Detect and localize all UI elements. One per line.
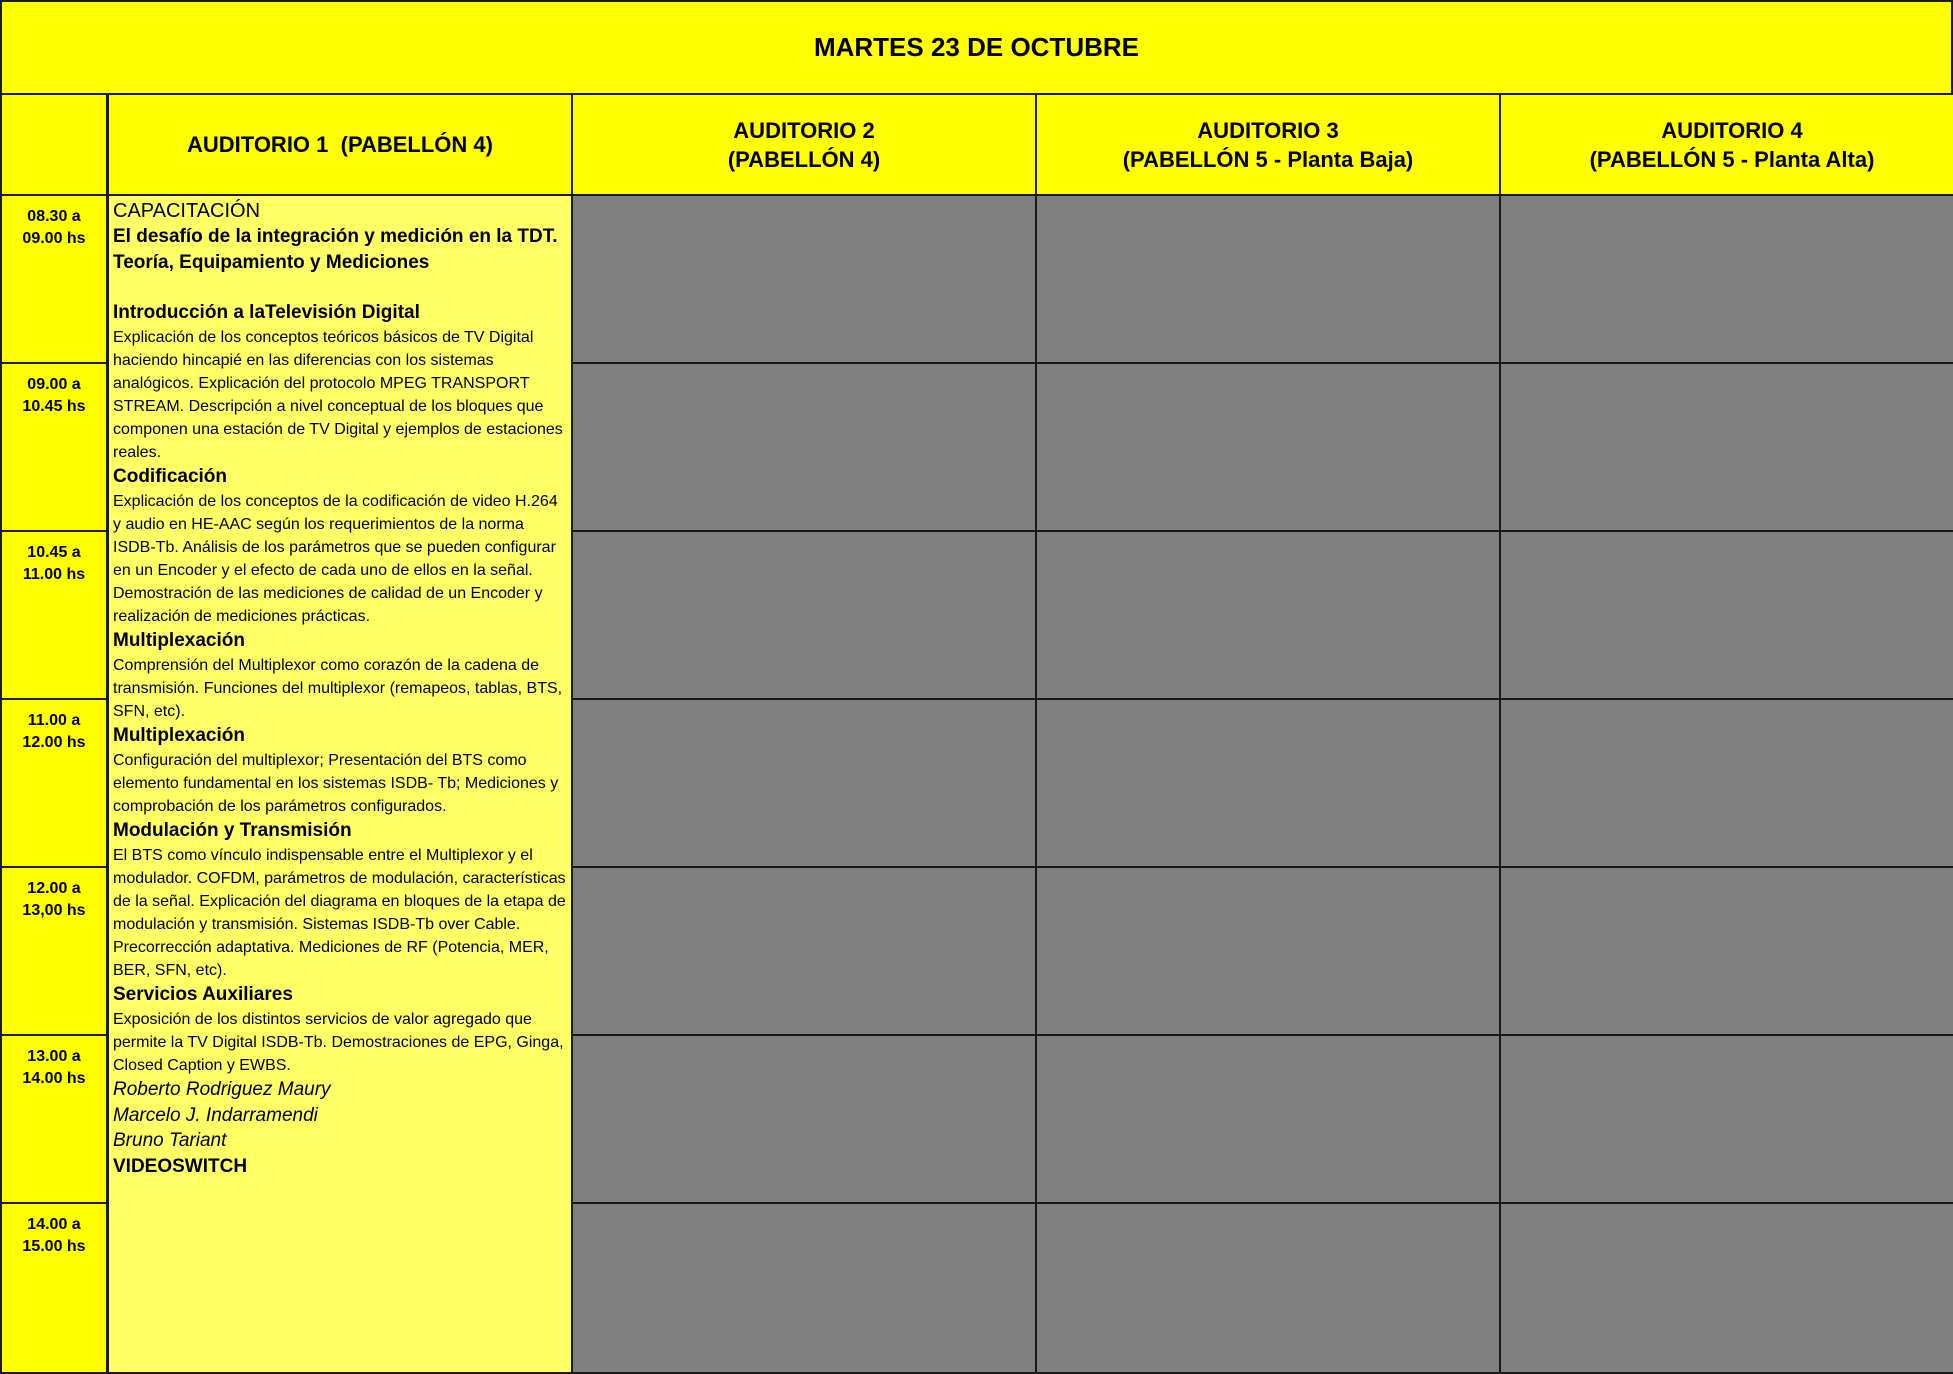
time-slot-start: 11.00 a [27,712,81,729]
topic-heading: Modulación y Transmisión [113,820,352,841]
speaker-name: Marcelo J. Indarramendi [113,1104,318,1126]
empty-slot [1499,530,1953,700]
spacer [113,276,567,300]
header-auditorio-1-line1: AUDITORIO 1 (PABELLÓN 4) [187,132,493,157]
empty-slot [1035,1202,1501,1374]
time-slot-end: 13,00 hs [22,902,86,919]
time-slot-start: 14.00 a [27,1216,81,1233]
empty-slot [571,530,1037,700]
session-title: El desafío de la integración y medición en la TDT. Teoría, Equipamiento y Mediciones [113,226,558,273]
empty-slot [1035,698,1501,868]
topic-description: Explicación de los conceptos teóricos básicos de TV Digital haciendo hincapié en las diferencias con los sistemas analógicos. Explicación del protocolo MPEG TRANSPORT STREAM. Descripción a nivel conceptual de los bloques que componen una estación de TV Digital y ejemplos de estaciones reales. [113,329,563,461]
session-category: CAPACITACIÓN [113,200,261,222]
empty-slot [1499,866,1953,1036]
time-slot-end: 14.00 hs [22,1070,86,1087]
empty-slot [1035,1034,1501,1204]
topic-description: El BTS como vínculo indispensable entre el Multiplexor y el modulador. COFDM, parámetros de modulación, características de la señal. Explicación del diagrama en bloques de la etapa de modulación y transmisión. Sistemas ISDB-Tb over Cable. Precorrección adaptativa. Mediciones de RF (Potencia, MER, BER, SFN, etc). [113,847,566,979]
time-slot-start: 13.00 a [27,1048,81,1065]
time-column-header [0,93,108,196]
header-auditorio-3-line2: (PABELLÓN 5 - Planta Baja) [1122,146,1414,172]
empty-slot [571,362,1037,532]
empty-slot [1035,530,1501,700]
empty-slot [1499,1034,1953,1204]
time-slot [0,1202,108,1374]
empty-slot [1499,194,1953,364]
company-name: VIDEOSWITCH [113,1155,248,1177]
empty-slot [571,1034,1037,1204]
empty-slot [1499,698,1953,868]
speaker-name: Bruno Tariant [113,1130,227,1151]
time-slot-end: 15.00 hs [22,1238,86,1255]
empty-slot [571,1202,1037,1374]
time-slot-end: 11.00 hs [22,566,86,583]
topic-description: Comprensión del Multiplexor como corazón de la cadena de transmisión. Funciones del multiplexor (remapeos, tablas, BTS, SFN, etc). [113,657,563,720]
empty-slot [571,698,1037,868]
topic-description: Configuración del multiplexor; Presentación del BTS como elemento fundamental en los sistemas ISDB- Tb; Mediciones y comprobación de los parámetros configurados. [113,752,559,815]
topic-heading: Multiplexación [113,630,245,651]
time-slot [0,362,108,532]
time-slot-end: 09.00 hs [22,230,86,247]
empty-slot [1499,362,1953,532]
speaker-name: Roberto Rodriguez Maury [113,1079,331,1100]
topic-description: Explicación de los conceptos de la codificación de video H.264 y audio en HE-AAC según los requerimientos de la norma ISDB-Tb. Análisis de los parámetros que se pueden configurar en un Encoder y el efecto de cada uno de ellos en la señal. Demostración de las mediciones de calidad de un Encoder y realización de mediciones prácticas. [113,493,558,625]
time-slot-start: 10.45 a [27,544,81,561]
page-title: MARTES 23 DE OCTUBRE [0,0,1953,95]
empty-slot [571,866,1037,1036]
header-auditorio-3-line1: AUDITORIO 3 [1197,117,1339,143]
time-slot [0,698,108,868]
empty-slot [1035,362,1501,532]
time-slot-end: 10.45 hs [22,398,86,415]
time-slot-start: 08.30 a [27,208,81,225]
header-auditorio-2-line2: (PABELLÓN 4) [727,146,881,172]
empty-slot [1499,1202,1953,1374]
topic-heading: Codificación [113,466,228,487]
empty-slot [1035,194,1501,364]
header-auditorio-2 [571,93,1037,196]
empty-slot [1035,866,1501,1036]
header-auditorio-4-line2: (PABELLÓN 5 - Planta Alta) [1589,146,1875,172]
topic-heading: Introducción a laTelevisión Digital [113,302,420,323]
header-auditorio-1 [107,93,573,196]
header-auditorio-4 [1499,93,1953,196]
empty-slot [571,194,1037,364]
header-auditorio-3 [1035,93,1501,196]
time-slot [0,194,108,364]
header-auditorio-2-line1: AUDITORIO 2 [733,117,875,143]
topic-description: Exposición de los distintos servicios de valor agregado que permite la TV Digital ISDB-Tb. Demostraciones de EPG, Ginga, Closed Caption y EWBS. [113,1011,564,1074]
session-cell-auditorio-1 [107,194,573,1374]
time-slot [0,530,108,700]
time-slot-start: 09.00 a [27,376,81,393]
time-slot [0,866,108,1036]
time-slot-start: 12.00 a [27,880,81,897]
time-slot-end: 12.00 hs [22,734,86,751]
time-slot [0,1034,108,1204]
topic-heading: Servicios Auxiliares [113,984,293,1005]
header-auditorio-4-line1: AUDITORIO 4 [1661,117,1803,143]
topic-heading: Multiplexación [113,725,245,746]
